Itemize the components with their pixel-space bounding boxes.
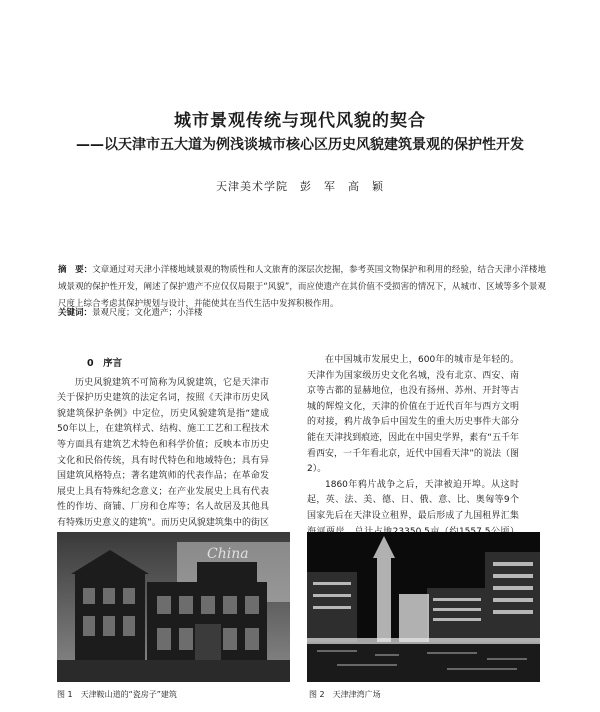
china-sign-text: China: [207, 546, 249, 562]
paper-subtitle: ——以天津市五大道为例浅谈城市核心区历史风貌建筑景观的保护性开发: [76, 137, 524, 153]
figure-2-caption: 图 2 天津津湾广场: [309, 690, 381, 699]
intro-paragraph: 历史风貌建筑不可简称为风貌建筑，它是天津市关于保护历史建筑的法定名词，按照《天津市历史风貌建筑保护条例》中定位，历史风貌建筑是指“建成50年以上，在建筑样式、结构、施工工艺和工程技术等方面具有建筑艺术特色和科学价值；反映本市历史文化和民俗传统，具有时代特色和地域特色；具有异国建筑风格特点；著名建筑师的代表作品；在革命发展史上具有特殊纪念意义；在产业发展史上具有代表性的作坊、商铺、厂房和仓库等；名人故居及其他具有特殊历史意义的建筑”。而历史风貌建筑集中的街区: [57, 377, 269, 528]
abstract-text: 文章通过对天津小洋楼地域景观的物质性和人文旅育的深层次挖掘，参考英国文物保护和利用的经验，结合天津小洋楼地域景观的保护性开发，阐述了保护遗产不应仅仅局限于“风貌”，而应使遗产在其价值不受损害的情况下，从城市、区域等多个景观尺度上综合考虑其保护规划与设计，并能使其在当代生活中发挥积极作用。: [58, 265, 546, 309]
section-heading: 0 序言: [87, 358, 123, 369]
right-column: [307, 353, 519, 556]
figure-1-photo: [57, 532, 290, 682]
jinwan-plaza-image: [307, 532, 540, 682]
keywords-label: 关键词：: [58, 308, 93, 318]
paper-title: 城市景观传统与现代风貌的契合: [174, 111, 426, 131]
keywords: [58, 306, 546, 320]
left-column: [57, 356, 269, 547]
figure-2-photo: [307, 532, 540, 682]
right-paragraph-1: 在中国城市发展史上，600年的城市是年轻的。天津作为国家级历史文化名城，没有北京、西安、南京等古都的显赫地位，也没有扬州、苏州、开封等古城的辉煌文化，天津的价值在于近代百年与西方文明的对接，鸦片战争后中国发生的重大历史事件大部分能在天津找到痕迹，因此在中国史学界，素有“五千年看西安，一千年看北京，近代中国看天津”的说法（图2）。: [307, 355, 519, 475]
author-line: 天津美术学院 彭 军 高 颖: [216, 180, 384, 193]
figure-1-caption: 图 1 天津鞍山道的“瓷房子”建筑: [57, 690, 177, 699]
right-paragraph-2: 1860年鸦片战争之后，天津被迫开埠。从这时起，英、法、美、德、日、俄、意、比、奥匈等9个国家先后在天津设立租界，最后形成了九国租界汇集: [307, 479, 519, 521]
keywords-text: 景观尺度；文化遗产；小洋楼: [92, 308, 203, 318]
abstract-label: 摘 要：: [58, 265, 93, 275]
porcelain-house-image: [57, 532, 290, 682]
